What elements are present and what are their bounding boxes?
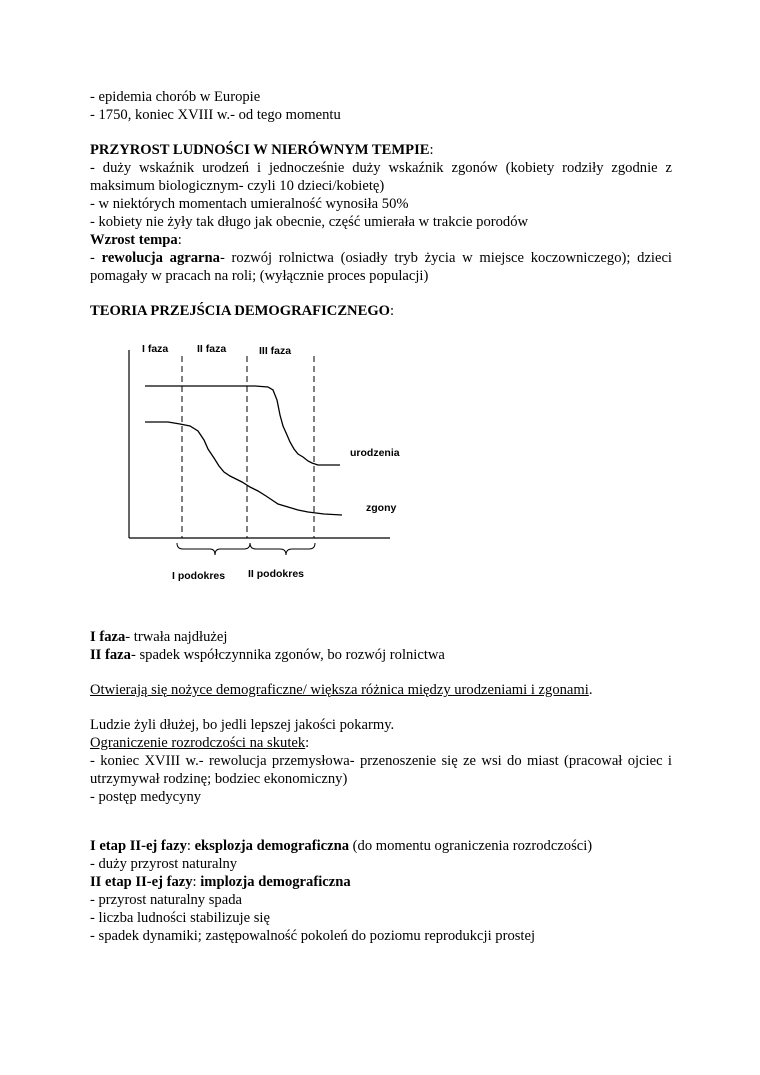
przyrost-heading: PRZYROST LUDNOŚCI W NIERÓWNYM TEMPIE:: [90, 142, 434, 158]
series-label-zgony: zgony: [366, 502, 397, 514]
phase-label-1: I faza: [142, 343, 169, 355]
etap-2-bullet-1: - przyrost naturalny spada: [90, 892, 242, 908]
rewolucja-agrarna: - rewolucja agrarna- rozwój rolnictwa (osiadły tryb życia w miejsce koczowniczego); dzieci pomagały w pracach na roli; (wyłącznie proces populacji): [90, 250, 672, 284]
przyrost-bullet-1: - duży wskaźnik urodzeń i jednocześnie duży wskaźnik zgonów (kobiety rodziły zgodnie z maksimum biologicznym- czyli 10 dzieci/kobietę): [90, 160, 672, 194]
ograniczenie-bullet-2: - postęp medycyny: [90, 789, 202, 805]
etap-1-bullet-1: - duży przyrost naturalny: [90, 856, 238, 872]
subperiod-label-2: II podokres: [248, 568, 305, 580]
przyrost-bullet-2: - w niektórych momentach umieralność wynosiła 50%: [90, 196, 409, 212]
ludzie-line: Ludzie żyli dłużej, bo jedli lepszej jakości pokarmy.: [90, 717, 395, 733]
etap-2-bullet-3: - spadek dynamiki; zastępowalność pokoleń do poziomu reprodukcji prostej: [90, 928, 536, 944]
intro-line-1: - epidemia chorób w Europie: [90, 89, 261, 105]
faza-2: II faza- spadek współczynnika zgonów, bo rozwój rolnictwa: [90, 647, 445, 663]
phase-label-3: III faza: [259, 345, 292, 357]
brace-podokres-1: [177, 543, 250, 555]
nozyce-demograficzne: Otwierają się nożyce demograficzne/ większa różnica między urodzeniami i zgonami.: [90, 682, 593, 698]
teoria-heading: TEORIA PRZEJŚCIA DEMOGRAFICZNEGO:: [90, 303, 395, 319]
chart-svg: [90, 330, 672, 620]
etap-1-heading: I etap II-ej fazy: eksplozja demograficzna (do momentu ograniczenia rozrodczości): [90, 838, 593, 854]
demographic-transition-chart: [90, 330, 672, 620]
ograniczenie-heading: Ograniczenie rozrodczości na skutek:: [90, 735, 310, 751]
phase-label-2: II faza: [197, 343, 227, 355]
ograniczenie-bullet-1: - koniec XVIII w.- rewolucja przemysłowa- przenoszenie się ze wsi do miast (pracował ojciec i utrzymywał rodzinę; bodziec ekonomiczny): [90, 753, 672, 787]
intro-line-2: - 1750, koniec XVIII w.- od tego momentu: [90, 107, 341, 123]
series-line-urodzenia: [145, 386, 340, 465]
przyrost-bullet-3: - kobiety nie żyły tak długo jak obecnie, część umierała w trakcie porodów: [90, 214, 529, 230]
etap-2-bullet-2: - liczba ludności stabilizuje się: [90, 910, 270, 926]
document-page: [90, 88, 672, 945]
faza-1: I faza- trwała najdłużej: [90, 629, 228, 645]
subperiod-label-1: I podokres: [172, 570, 226, 582]
brace-podokres-2: [250, 543, 315, 555]
wzrost-tempa: Wzrost tempa:: [90, 232, 182, 248]
series-label-urodzenia: urodzenia: [350, 447, 400, 459]
etap-2-heading: II etap II-ej fazy: implozja demograficzna: [90, 874, 351, 890]
series-line-zgony: [145, 422, 342, 515]
